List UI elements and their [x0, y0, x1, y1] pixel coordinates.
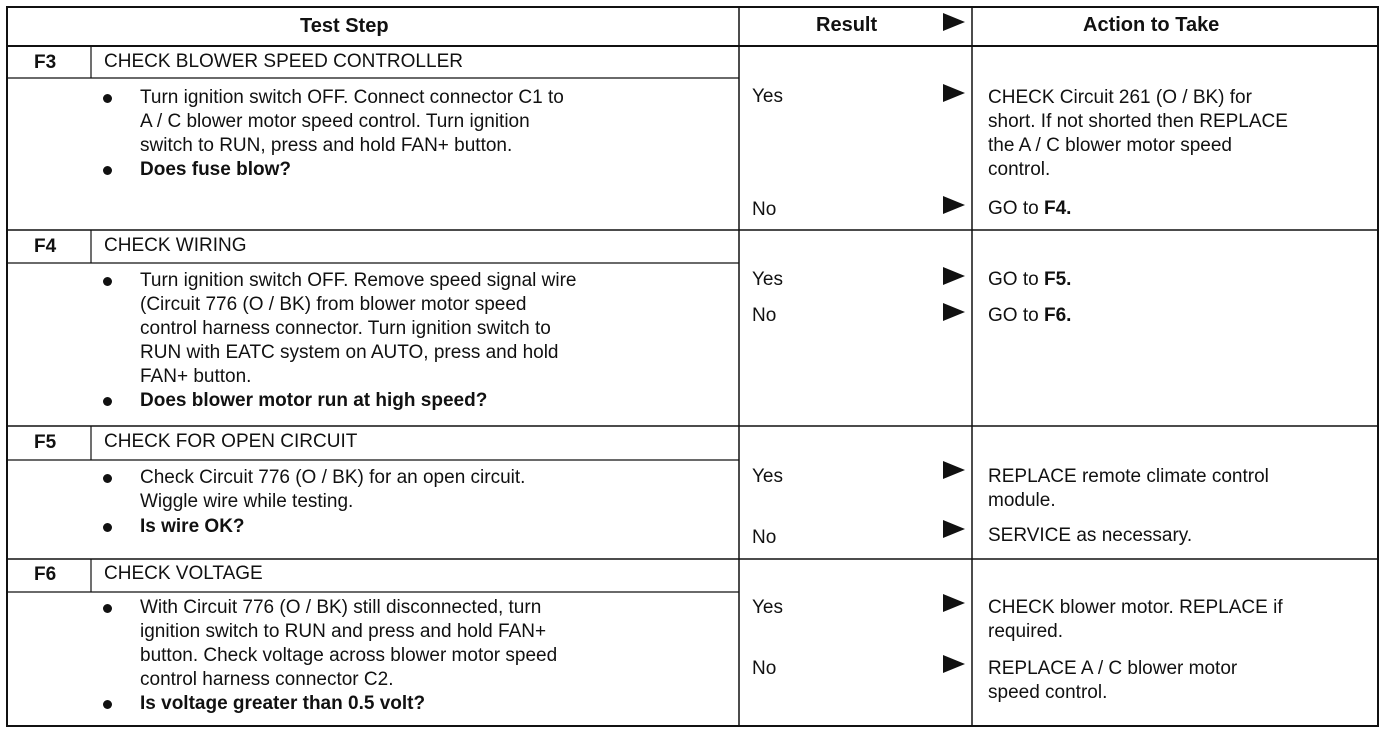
- result-no: No: [752, 199, 777, 220]
- instruction-line: control harness connector C2.: [140, 669, 394, 690]
- action-line: SERVICE as necessary.: [988, 525, 1193, 546]
- action-line: speed control.: [988, 682, 1108, 703]
- header-result: Result: [816, 14, 878, 36]
- action-line: module.: [988, 490, 1056, 511]
- action-line: short. If not shorted then REPLACE: [988, 111, 1288, 132]
- arrow-right-icon: [943, 267, 965, 285]
- result-yes: Yes: [752, 86, 783, 107]
- action-line: REPLACE A / C blower motor: [988, 658, 1238, 679]
- step-question-f6: Is voltage greater than 0.5 volt?: [140, 693, 426, 714]
- instruction-line: ignition switch to RUN and press and hold FAN+: [140, 621, 547, 642]
- step-question-f3: Does fuse blow?: [140, 159, 291, 180]
- step-question-f5: Is wire OK?: [140, 516, 245, 537]
- bullet-icon: [103, 474, 112, 483]
- instruction-line: Check Circuit 776 (O / BK) for an open circuit.: [140, 467, 526, 488]
- instruction-line: RUN with EATC system on AUTO, press and hold: [140, 342, 559, 363]
- arrow-right-icon: [943, 84, 965, 102]
- header-test-step: Test Step: [300, 15, 389, 37]
- arrow-right-icon: [943, 303, 965, 321]
- bullet-icon: [103, 397, 112, 406]
- result-no: No: [752, 658, 777, 679]
- instruction-line: control harness connector. Turn ignition switch to: [140, 318, 551, 339]
- instruction-line: Turn ignition switch OFF. Remove speed signal wire: [140, 270, 577, 291]
- action-goto-f6: GO to F6.: [988, 305, 1072, 326]
- result-yes: Yes: [752, 597, 783, 618]
- step-question-f4: Does blower motor run at high speed?: [140, 390, 488, 411]
- header-arrow-icon: [943, 13, 965, 31]
- action-goto-f5: GO to F5.: [988, 269, 1072, 290]
- step-title-f4: CHECK WIRING: [104, 235, 247, 256]
- action-line: CHECK blower motor. REPLACE if: [988, 597, 1283, 618]
- step-title-f5: CHECK FOR OPEN CIRCUIT: [104, 431, 358, 452]
- diagnostic-table: [6, 6, 1379, 727]
- instruction-line: Wiggle wire while testing.: [140, 491, 354, 512]
- step-code-f3: F3: [34, 52, 57, 73]
- step-code-f4: F4: [34, 236, 57, 257]
- bullet-icon: [103, 523, 112, 532]
- bullet-icon: [103, 700, 112, 709]
- bullet-icon: [103, 166, 112, 175]
- header-action: Action to Take: [1083, 14, 1220, 36]
- arrow-right-icon: [943, 196, 965, 214]
- action-line: control.: [988, 159, 1051, 180]
- step-title-f3: CHECK BLOWER SPEED CONTROLLER: [104, 51, 463, 72]
- instruction-line: With Circuit 776 (O / BK) still disconnected, turn: [140, 597, 542, 618]
- action-goto-f4: GO to F4.: [988, 198, 1072, 219]
- step-code-f6: F6: [34, 564, 57, 585]
- bullet-icon: [103, 94, 112, 103]
- result-no: No: [752, 527, 777, 548]
- arrow-right-icon: [943, 520, 965, 538]
- bullet-icon: [103, 277, 112, 286]
- step-title-f6: CHECK VOLTAGE: [104, 563, 263, 584]
- arrow-right-icon: [943, 594, 965, 612]
- result-yes: Yes: [752, 466, 783, 487]
- step-code-f5: F5: [34, 432, 57, 453]
- arrow-right-icon: [943, 461, 965, 479]
- instruction-line: switch to RUN, press and hold FAN+ button.: [140, 135, 513, 156]
- instruction-line: button. Check voltage across blower motor speed: [140, 645, 558, 666]
- action-line: required.: [988, 621, 1063, 642]
- result-yes: Yes: [752, 269, 783, 290]
- instruction-line: FAN+ button.: [140, 366, 252, 387]
- instruction-line: (Circuit 776 (O / BK) from blower motor speed: [140, 294, 527, 315]
- instruction-line: A / C blower motor speed control. Turn ignition: [140, 111, 530, 132]
- result-no: No: [752, 305, 777, 326]
- action-line: the A / C blower motor speed: [988, 135, 1232, 156]
- arrow-right-icon: [943, 655, 965, 673]
- action-line: REPLACE remote climate control: [988, 466, 1269, 487]
- bullet-icon: [103, 604, 112, 613]
- instruction-line: Turn ignition switch OFF. Connect connector C1 to: [140, 87, 564, 108]
- action-line: CHECK Circuit 261 (O / BK) for: [988, 87, 1252, 108]
